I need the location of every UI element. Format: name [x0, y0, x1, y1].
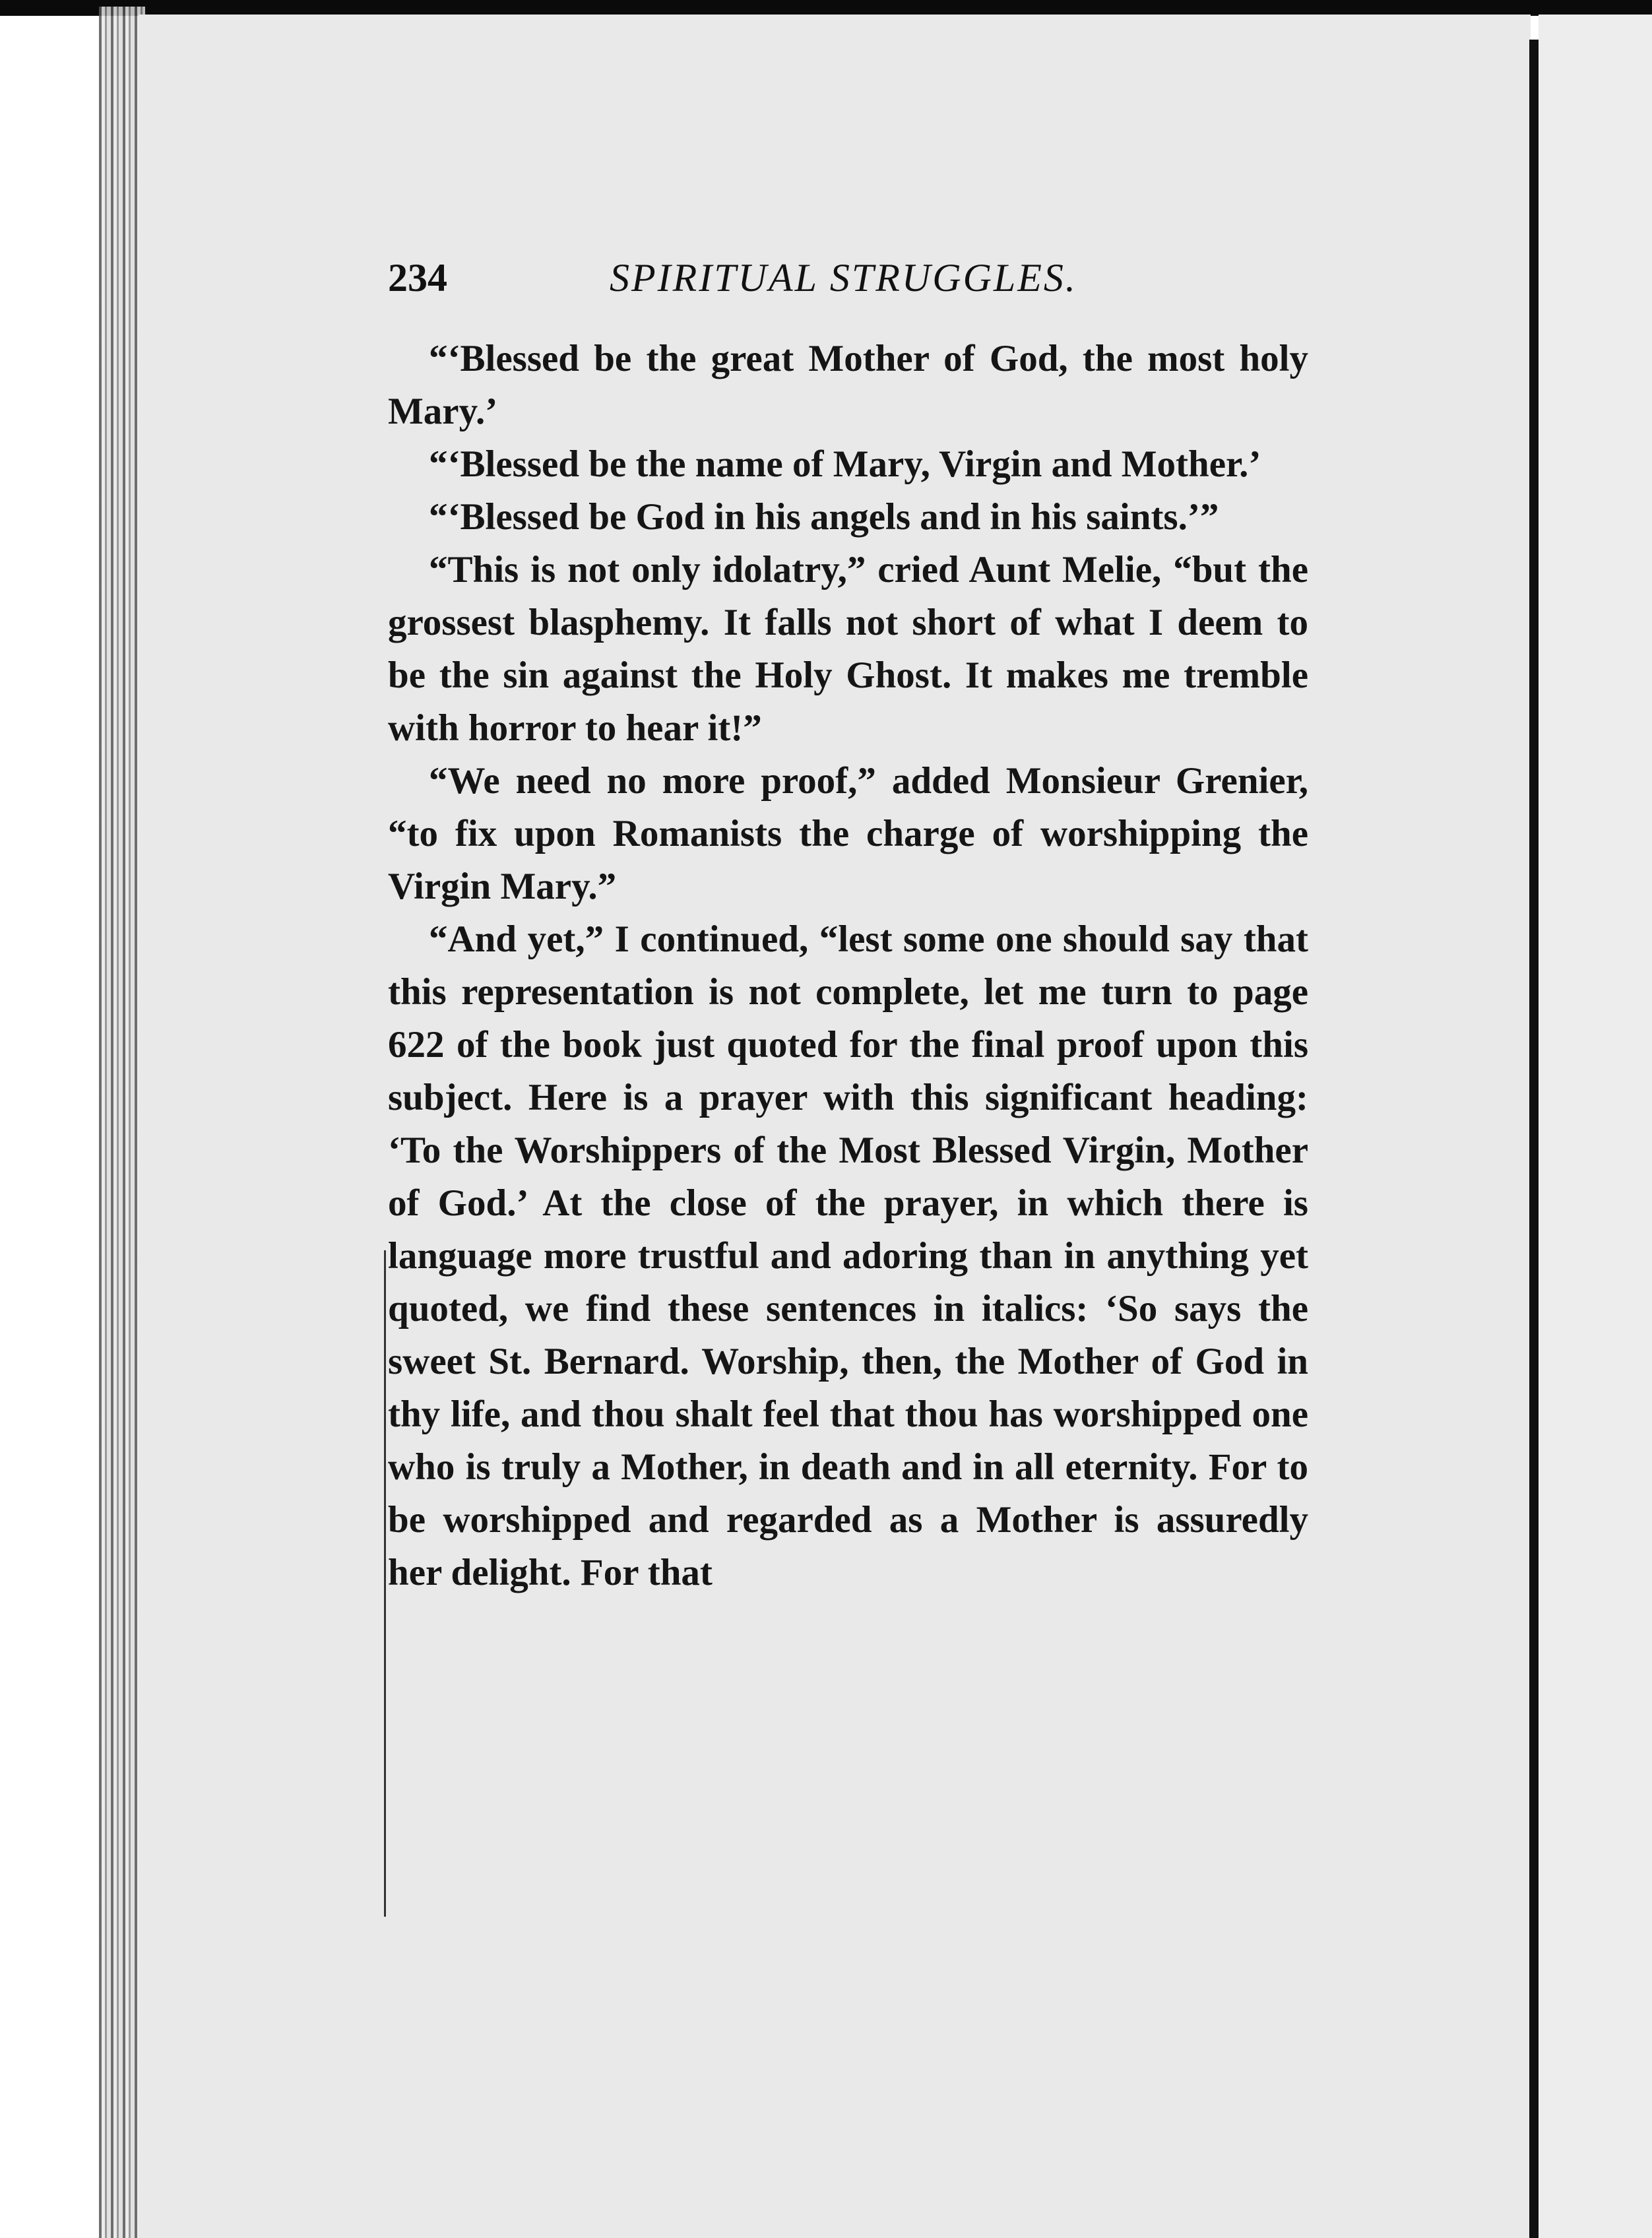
- paragraph-5: “We need no more proof,” added Monsieur Grenier, “to fix upon Romanists the charge of worshipping the Virgin Mary.”: [388, 760, 1308, 907]
- page-number: 234: [388, 256, 447, 300]
- paragraph-6: “And yet,” I continued, “lest some one should say that this representation is not complete, let me turn to page 622 of the book just quoted for the final proof upon this subject. Here is a prayer with this significant heading: ‘To the Worshippers of the Most Blessed Virgin, Mother of God.’ At the close of the prayer, in which there is language more trustful and adoring than in anything yet quoted, we find these sentences in italics: ‘So says the sweet St. Bernard. Worship, then, the Mother of God in thy life, and thou shalt feel that thou has worshipped one who is truly a Mother, in death and in all eternity. For to be worshipped and regarded as a Mother is assuredly her delight. For that: [388, 918, 1308, 1593]
- body-text: [388, 333, 1308, 1599]
- margin-mark: [384, 1250, 386, 1917]
- paragraph-4: “This is not only idolatry,” cried Aunt Melie, “but the grossest blasphemy. It falls not short of what I deem to be the sin against the Holy Ghost. It makes me tremble with horror to hear it!”: [388, 549, 1308, 749]
- page-gutter-shadow: [1529, 40, 1539, 2238]
- running-head: [388, 255, 1312, 301]
- paragraph-3: “‘Blessed be God in his angels and in his saints.’”: [429, 496, 1219, 538]
- facing-page-edge: [1539, 15, 1652, 2238]
- scan-border-top: [0, 0, 1652, 16]
- running-head-title: SPIRITUAL STRUGGLES.: [610, 256, 1077, 300]
- paragraph-1: “‘Blessed be the great Mother of God, the most holy Mary.’: [388, 338, 1308, 432]
- paragraph-2: “‘Blessed be the name of Mary, Virgin and Mother.’: [429, 443, 1261, 485]
